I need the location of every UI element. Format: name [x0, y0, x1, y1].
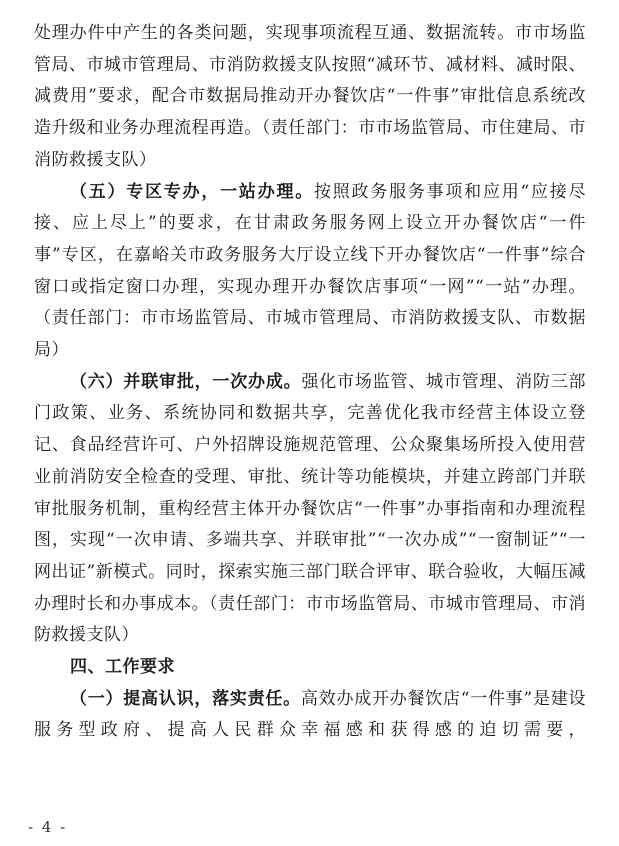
- subsection-1-lead: （一）提高认识，落实责任。: [70, 688, 301, 709]
- section-6-body: 强化市场监管、城市管理、消防三部门政策、业务、系统协同和数据共享，完善优化我市经营主体设立登记、食品经营许可、户外招牌设施规范管理、公众聚集场所投入使用营业前消防安全检查的受理、审批、统计等功能模块，并建立跨部门并联审批服务机制，重构经营主体开办餐饮店“一件事”办事指南和办理流程图，实现“一次申请、多端共享、并联审批”“一次办成”“一窗制证”“一网出证”新模式。同时，探索实施三部门联合评审、联合验收，大幅压减办理时长和办事成本。（责任部门：市市场监管局、市城市管理局、市消防救援支队）: [34, 371, 587, 646]
- continued-paragraph: 处理办件中产生的各类问题，实现事项流程互通、数据流转。市市场监管局、市城市管理局、市消防救援支队按照“减环节、减材料、减时限、减费用”要求，配合市数据局推动开办餐饮店“一件事”审批信息系统改造升级和业务办理流程再造。（责任部门：市市场监管局、市住建局、市消防救援支队）: [34, 23, 586, 170]
- subsection-1-body: 高效办成开办餐饮店“一件事”是建设服务型政府、提高人民群众幸福感和获得感的迫切需要，: [34, 688, 587, 741]
- section-6-paragraph: [34, 367, 586, 652]
- section-6-lead: （六）并联审批，一次办成。: [70, 371, 302, 392]
- section-5-body: 按照政务服务事项和应用“应接尽接、应上尽上”的要求，在甘肃政务服务网上设立开办餐饮店“一件事”专区，在嘉峪关市政务服务大厅设立线下开办餐饮店“一件事”综合窗口或指定窗口办理，实现办理开办餐饮店事项“一网”“一站”办理。（责任部门：市市场监管局、市城市管理局、市消防救援支队、市数据局）: [34, 181, 586, 361]
- document-body: [34, 18, 586, 747]
- page-number: - 4 -: [28, 818, 68, 836]
- section-5-paragraph: [34, 177, 586, 367]
- subsection-1-paragraph: [34, 684, 586, 747]
- section-4-heading: 四、工作要求: [70, 657, 175, 678]
- section-5-lead: （五）专区专办，一站办理。: [70, 181, 315, 202]
